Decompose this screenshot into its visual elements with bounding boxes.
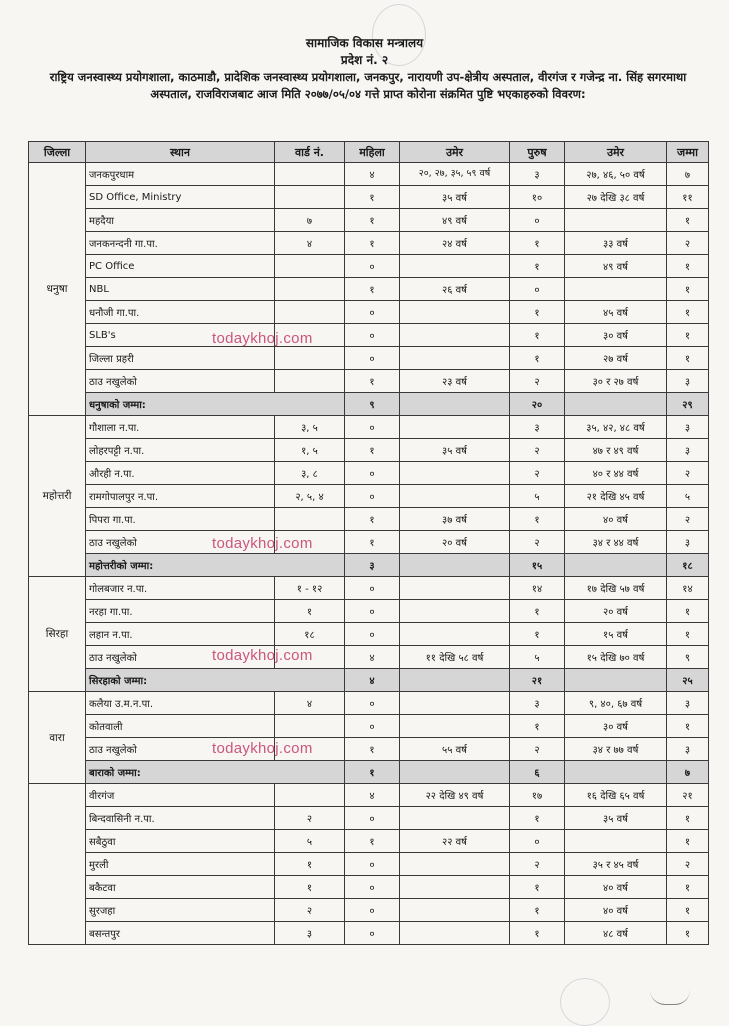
female-count-cell: १ — [345, 531, 400, 554]
ward-cell: ७ — [275, 209, 345, 232]
place-cell: वीरगंज — [86, 784, 275, 807]
male-count-cell: २ — [510, 462, 565, 485]
ward-cell: १, ५ — [275, 439, 345, 462]
male-age-cell: १६ देखि ६५ वर्ष — [565, 784, 667, 807]
district-total-row — [29, 554, 709, 577]
total-cell: १ — [667, 324, 709, 347]
table-row — [29, 899, 709, 922]
place-cell: धनौजी गा.पा. — [86, 301, 275, 324]
ward-cell — [275, 301, 345, 324]
female-age-cell — [400, 577, 510, 600]
place-cell: सबैठुवा — [86, 830, 275, 853]
female-count-cell: ० — [345, 577, 400, 600]
ministry-title: सामाजिक विकास मन्त्रालय — [305, 36, 424, 50]
table-row — [29, 784, 709, 807]
table-row — [29, 347, 709, 370]
table-row — [29, 485, 709, 508]
total-cell: १ — [667, 255, 709, 278]
female-total-cell: १ — [345, 761, 400, 784]
male-age-cell: १५ देखि ७० वर्ष — [565, 646, 667, 669]
place-cell: PC Office — [86, 255, 275, 278]
total-cell: ३ — [667, 738, 709, 761]
ward-cell — [275, 278, 345, 301]
male-count-cell: १ — [510, 922, 565, 945]
female-age-cell — [400, 623, 510, 646]
place-cell: मुरली — [86, 853, 275, 876]
col-header-male: पुरुष — [510, 142, 565, 163]
male-count-cell: १ — [510, 232, 565, 255]
female-count-cell: ० — [345, 876, 400, 899]
covid-cases-table — [28, 141, 709, 945]
female-count-cell: ० — [345, 692, 400, 715]
male-count-cell: २ — [510, 439, 565, 462]
male-age-cell: ३० वर्ष — [565, 324, 667, 347]
place-cell: कलैया उ.म.न.पा. — [86, 692, 275, 715]
female-count-cell: ० — [345, 462, 400, 485]
total-cell: २१ — [667, 784, 709, 807]
ward-cell: २, ५, ४ — [275, 485, 345, 508]
grand-total-cell: ७ — [667, 761, 709, 784]
male-count-cell: १० — [510, 186, 565, 209]
male-age-cell: ३५ र ४५ वर्ष — [565, 853, 667, 876]
district-total-label: बाराको जम्मा: — [86, 761, 345, 784]
table-row — [29, 416, 709, 439]
male-count-cell: ३ — [510, 163, 565, 186]
district-total-row — [29, 393, 709, 416]
table-row — [29, 370, 709, 393]
male-total-cell: २० — [510, 393, 565, 416]
female-count-cell: १ — [345, 209, 400, 232]
male-age-cell: १७ देखि ५७ वर्ष — [565, 577, 667, 600]
male-count-cell: १ — [510, 899, 565, 922]
female-count-cell: ० — [345, 853, 400, 876]
col-header-female-age: उमेर — [400, 142, 510, 163]
table-row — [29, 692, 709, 715]
total-cell: २ — [667, 508, 709, 531]
place-cell: ठाउ नखुलेको — [86, 370, 275, 393]
empty-cell — [400, 554, 510, 577]
male-age-cell: ४० वर्ष — [565, 899, 667, 922]
table-row — [29, 922, 709, 945]
female-count-cell: १ — [345, 738, 400, 761]
total-cell: २ — [667, 462, 709, 485]
signature-icon — [650, 990, 690, 1005]
table-row — [29, 255, 709, 278]
table-row — [29, 462, 709, 485]
place-cell: लोहरपट्टी न.पा. — [86, 439, 275, 462]
male-age-cell: ४० र ४४ वर्ष — [565, 462, 667, 485]
female-count-cell: १ — [345, 232, 400, 255]
female-count-cell: १ — [345, 278, 400, 301]
watermark-text: todaykhoj.com — [212, 740, 313, 757]
total-cell: १ — [667, 347, 709, 370]
total-cell: ३ — [667, 692, 709, 715]
ward-cell — [275, 255, 345, 278]
grand-total-cell: १८ — [667, 554, 709, 577]
female-age-cell: २२ वर्ष — [400, 830, 510, 853]
table-row — [29, 623, 709, 646]
female-count-cell: ० — [345, 485, 400, 508]
total-cell: ९ — [667, 646, 709, 669]
male-count-cell: १ — [510, 508, 565, 531]
ward-cell: ४ — [275, 232, 345, 255]
female-age-cell — [400, 899, 510, 922]
table-row — [29, 600, 709, 623]
total-cell: १ — [667, 830, 709, 853]
female-count-cell: ० — [345, 623, 400, 646]
female-count-cell: ० — [345, 807, 400, 830]
place-cell: नरहा गा.पा. — [86, 600, 275, 623]
male-age-cell: ३५, ४२, ४८ वर्ष — [565, 416, 667, 439]
place-cell: NBL — [86, 278, 275, 301]
male-age-cell — [565, 209, 667, 232]
table-row — [29, 646, 709, 669]
female-count-cell: ४ — [345, 163, 400, 186]
male-total-cell: ६ — [510, 761, 565, 784]
col-header-district: जिल्ला — [29, 142, 86, 163]
ward-cell: ४ — [275, 692, 345, 715]
table-row — [29, 508, 709, 531]
female-count-cell: ० — [345, 416, 400, 439]
place-cell: ठाउ नखुलेको — [86, 646, 275, 669]
total-cell: १ — [667, 301, 709, 324]
place-cell: पिपरा गा.पा. — [86, 508, 275, 531]
ward-cell: २ — [275, 899, 345, 922]
total-cell: १ — [667, 899, 709, 922]
female-count-cell: ० — [345, 715, 400, 738]
ward-cell: १ — [275, 876, 345, 899]
female-age-cell — [400, 416, 510, 439]
male-age-cell: ४० वर्ष — [565, 508, 667, 531]
male-age-cell: ४० वर्ष — [565, 876, 667, 899]
male-age-cell: ४९ वर्ष — [565, 255, 667, 278]
female-age-cell: २४ वर्ष — [400, 232, 510, 255]
district-total-label: महोत्तरीको जम्मा: — [86, 554, 345, 577]
ward-cell: १८ — [275, 623, 345, 646]
place-cell: महदैया — [86, 209, 275, 232]
total-cell: १ — [667, 278, 709, 301]
ward-cell — [275, 784, 345, 807]
male-count-cell: ० — [510, 278, 565, 301]
total-cell: १ — [667, 876, 709, 899]
male-total-cell: २१ — [510, 669, 565, 692]
female-age-cell — [400, 324, 510, 347]
ward-cell: २ — [275, 807, 345, 830]
female-count-cell: १ — [345, 830, 400, 853]
male-count-cell: ३ — [510, 416, 565, 439]
province-title: प्रदेश नं. २ — [340, 53, 389, 67]
male-age-cell: ९, ४०, ६७ वर्ष — [565, 692, 667, 715]
official-seal-icon — [560, 978, 610, 1026]
grand-total-cell: २५ — [667, 669, 709, 692]
male-count-cell: १ — [510, 301, 565, 324]
male-count-cell: ० — [510, 830, 565, 853]
col-header-place: स्थान — [86, 142, 275, 163]
district-total-label: सिरहाको जम्मा: — [86, 669, 345, 692]
place-cell: ठाउ नखुलेको — [86, 738, 275, 761]
table-row — [29, 278, 709, 301]
table-row — [29, 531, 709, 554]
female-age-cell — [400, 807, 510, 830]
male-count-cell: २ — [510, 738, 565, 761]
ward-cell: १ — [275, 600, 345, 623]
table-row — [29, 209, 709, 232]
female-count-cell: ० — [345, 301, 400, 324]
female-total-cell: ३ — [345, 554, 400, 577]
male-count-cell: २ — [510, 370, 565, 393]
place-cell: जिल्ला प्रहरी — [86, 347, 275, 370]
female-age-cell: २० वर्ष — [400, 531, 510, 554]
female-count-cell: ० — [345, 600, 400, 623]
female-age-cell — [400, 255, 510, 278]
total-cell: ३ — [667, 531, 709, 554]
col-header-ward: वार्ड नं. — [275, 142, 345, 163]
male-age-cell: ४८ वर्ष — [565, 922, 667, 945]
male-age-cell: २७ देखि ३८ वर्ष — [565, 186, 667, 209]
female-age-cell — [400, 485, 510, 508]
ward-cell: ५ — [275, 830, 345, 853]
female-age-cell — [400, 600, 510, 623]
male-count-cell: २ — [510, 853, 565, 876]
male-count-cell: १ — [510, 715, 565, 738]
female-age-cell: ३७ वर्ष — [400, 508, 510, 531]
place-cell: जनकनन्दनी गा.पा. — [86, 232, 275, 255]
district-cell: वारा — [29, 692, 86, 784]
place-cell: बिन्दवासिनी न.पा. — [86, 807, 275, 830]
female-count-cell: १ — [345, 370, 400, 393]
district-cell: सिरहा — [29, 577, 86, 692]
empty-cell — [400, 393, 510, 416]
place-cell: गोलबजार न.पा. — [86, 577, 275, 600]
total-cell: ३ — [667, 439, 709, 462]
female-count-cell: ० — [345, 922, 400, 945]
female-count-cell: ४ — [345, 784, 400, 807]
female-count-cell: १ — [345, 508, 400, 531]
table-row — [29, 830, 709, 853]
total-cell: १ — [667, 715, 709, 738]
table-row — [29, 232, 709, 255]
ward-cell — [275, 347, 345, 370]
male-count-cell: ३ — [510, 692, 565, 715]
total-cell: १ — [667, 623, 709, 646]
place-cell: जनकपुरधाम — [86, 163, 275, 186]
total-cell: ७ — [667, 163, 709, 186]
total-cell: १ — [667, 600, 709, 623]
female-count-cell: १ — [345, 186, 400, 209]
place-cell: लहान न.पा. — [86, 623, 275, 646]
table-row — [29, 876, 709, 899]
female-count-cell: ४ — [345, 646, 400, 669]
district-cell: महोत्तरी — [29, 416, 86, 577]
total-cell: ११ — [667, 186, 709, 209]
total-cell: ५ — [667, 485, 709, 508]
male-count-cell: २ — [510, 531, 565, 554]
male-age-cell: २० वर्ष — [565, 600, 667, 623]
female-age-cell — [400, 853, 510, 876]
table-row — [29, 715, 709, 738]
ward-cell — [275, 186, 345, 209]
table-row — [29, 807, 709, 830]
female-age-cell — [400, 715, 510, 738]
place-cell: गौशाला न.पा. — [86, 416, 275, 439]
report-description: राष्ट्रिय जनस्वास्थ्य प्रयोगशाला, काठमाडौ, प्रादेशिक जनस्वास्थ्य प्रयोगशाला, जनकपुर, नारायणी उप-क्षेत्रीय अस्पताल, वीरगंज र गजेन्द्र ना. सिंह सगरमाथा अस्पताल, राजविराजबाट आज मिति २०७७/०५/०४ गत्ते प्राप्त कोरोना संक्रमित पुष्टि भएकाहरुको विवरण: — [49, 70, 687, 101]
female-count-cell: ० — [345, 347, 400, 370]
male-count-cell: १७ — [510, 784, 565, 807]
empty-cell — [565, 554, 667, 577]
female-age-cell — [400, 922, 510, 945]
district-total-row — [29, 669, 709, 692]
female-count-cell: १ — [345, 439, 400, 462]
male-age-cell: ३४ र ७७ वर्ष — [565, 738, 667, 761]
place-cell: SD Office, Ministry — [86, 186, 275, 209]
place-cell: औरही न.पा. — [86, 462, 275, 485]
female-age-cell: २२ देखि ४९ वर्ष — [400, 784, 510, 807]
ward-cell: ३, ८ — [275, 462, 345, 485]
male-age-cell: २७ वर्ष — [565, 347, 667, 370]
male-age-cell: ३० र २७ वर्ष — [565, 370, 667, 393]
place-cell: बसन्तपुर — [86, 922, 275, 945]
table-row — [29, 853, 709, 876]
female-count-cell: ० — [345, 324, 400, 347]
male-age-cell: ३४ र ४४ वर्ष — [565, 531, 667, 554]
total-cell: १ — [667, 922, 709, 945]
female-age-cell: ११ देखि ५८ वर्ष — [400, 646, 510, 669]
col-header-female: महिला — [345, 142, 400, 163]
table-row — [29, 439, 709, 462]
male-count-cell: १ — [510, 623, 565, 646]
female-age-cell — [400, 301, 510, 324]
col-header-male-age: उमेर — [565, 142, 667, 163]
place-cell: बकैटवा — [86, 876, 275, 899]
female-age-cell — [400, 876, 510, 899]
male-count-cell: १ — [510, 600, 565, 623]
male-count-cell: ० — [510, 209, 565, 232]
ward-cell — [275, 508, 345, 531]
female-age-cell — [400, 347, 510, 370]
total-cell: १४ — [667, 577, 709, 600]
ward-cell: ३ — [275, 922, 345, 945]
female-total-cell: ४ — [345, 669, 400, 692]
female-total-cell: ९ — [345, 393, 400, 416]
table-row — [29, 738, 709, 761]
male-count-cell: १ — [510, 324, 565, 347]
male-count-cell: १ — [510, 807, 565, 830]
female-age-cell: २३ वर्ष — [400, 370, 510, 393]
place-cell: SLB's — [86, 324, 275, 347]
place-cell: ठाउ नखुलेको — [86, 531, 275, 554]
female-age-cell: २०, २७, ३५, ५९ वर्ष — [400, 163, 510, 186]
table-row — [29, 324, 709, 347]
female-age-cell: २६ वर्ष — [400, 278, 510, 301]
empty-cell — [565, 669, 667, 692]
total-cell: ३ — [667, 370, 709, 393]
male-count-cell: ५ — [510, 646, 565, 669]
female-age-cell — [400, 692, 510, 715]
empty-cell — [565, 393, 667, 416]
male-count-cell: १४ — [510, 577, 565, 600]
total-cell: २ — [667, 232, 709, 255]
female-age-cell: ४९ वर्ष — [400, 209, 510, 232]
watermark-text: todaykhoj.com — [212, 330, 313, 347]
male-age-cell: ३५ वर्ष — [565, 807, 667, 830]
ward-cell: १ — [275, 853, 345, 876]
ward-cell — [275, 163, 345, 186]
total-cell: २ — [667, 853, 709, 876]
place-cell: सुरजहा — [86, 899, 275, 922]
female-count-cell: ० — [345, 899, 400, 922]
male-age-cell: ४५ वर्ष — [565, 301, 667, 324]
male-age-cell: २७, ४६, ५० वर्ष — [565, 163, 667, 186]
ward-cell: ३, ५ — [275, 416, 345, 439]
male-age-cell: २१ देखि ४५ वर्ष — [565, 485, 667, 508]
watermark-text: todaykhoj.com — [212, 647, 313, 664]
watermark-text: todaykhoj.com — [212, 535, 313, 552]
total-cell: १ — [667, 807, 709, 830]
female-age-cell: ५५ वर्ष — [400, 738, 510, 761]
empty-cell — [400, 761, 510, 784]
male-count-cell: १ — [510, 255, 565, 278]
male-age-cell: ४७ र ४९ वर्ष — [565, 439, 667, 462]
empty-cell — [565, 761, 667, 784]
table-row — [29, 163, 709, 186]
female-age-cell — [400, 462, 510, 485]
table-row — [29, 577, 709, 600]
table-header-row — [29, 142, 709, 163]
empty-cell — [400, 669, 510, 692]
district-cell: धनुषा — [29, 163, 86, 416]
place-cell: रामगोपालपुर न.पा. — [86, 485, 275, 508]
place-cell: कोतवाली — [86, 715, 275, 738]
male-count-cell: ५ — [510, 485, 565, 508]
col-header-total: जम्मा — [667, 142, 709, 163]
table-row — [29, 186, 709, 209]
district-cell — [29, 784, 86, 945]
district-total-row — [29, 761, 709, 784]
total-cell: ३ — [667, 416, 709, 439]
male-age-cell: ३० वर्ष — [565, 715, 667, 738]
male-count-cell: १ — [510, 347, 565, 370]
table-row — [29, 301, 709, 324]
total-cell: १ — [667, 209, 709, 232]
ward-cell — [275, 715, 345, 738]
district-total-label: धनुषाको जम्मा: — [86, 393, 345, 416]
male-age-cell: १५ वर्ष — [565, 623, 667, 646]
male-count-cell: १ — [510, 876, 565, 899]
female-age-cell: ३५ वर्ष — [400, 186, 510, 209]
ward-cell — [275, 370, 345, 393]
male-age-cell — [565, 830, 667, 853]
female-count-cell: ० — [345, 255, 400, 278]
grand-total-cell: २९ — [667, 393, 709, 416]
female-age-cell: ३५ वर्ष — [400, 439, 510, 462]
male-age-cell — [565, 278, 667, 301]
ward-cell: १ - १२ — [275, 577, 345, 600]
male-total-cell: १५ — [510, 554, 565, 577]
male-age-cell: ३३ वर्ष — [565, 232, 667, 255]
